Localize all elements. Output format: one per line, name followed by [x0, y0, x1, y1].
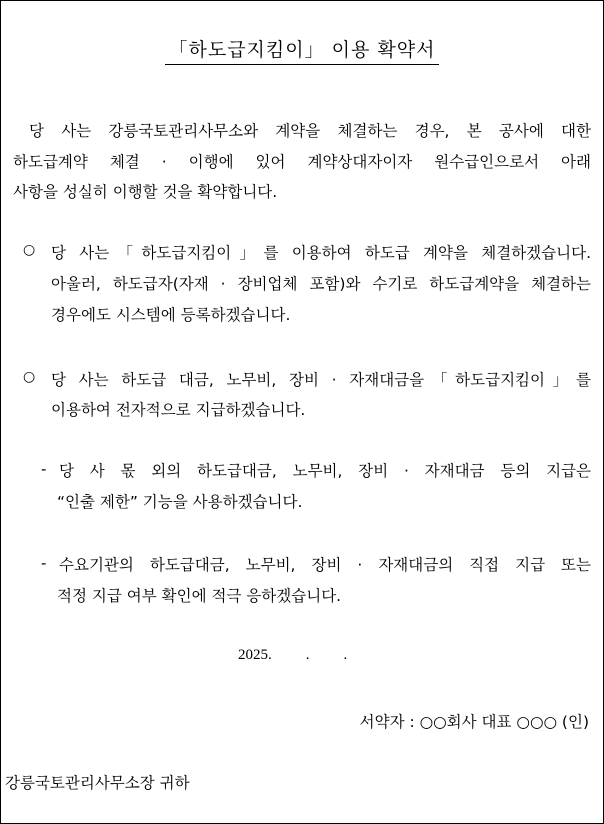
date-line [238, 647, 347, 664]
item-1-line-2: 아울러, 하도급자(자재 · 장비업체 포함)와 수기로 하도급계약을 체결하는 [51, 275, 591, 293]
dash-icon: - [41, 460, 47, 478]
dash-icon: - [41, 554, 47, 572]
intro-line-2: 하도급계약 체결 · 이행에 있어 계약상대자이자 원수급인으로서 아래 [13, 153, 591, 171]
item-1-line-3: 경우에도 시스템에 등록하겠습니다. [51, 306, 291, 324]
recipient-line: 강릉국토관리사무소장 귀하 [5, 774, 190, 792]
signer-line: 서약자 : ○○회사 대표 ○○○ (인) [359, 713, 589, 731]
item-2-line-2: 이용하여 전자적으로 지급하겠습니다. [51, 401, 306, 419]
item-2-line-1: 당 사는 하도급 대금, 노무비, 장비 · 자재대금을「하도급지킴이」를 [51, 371, 591, 389]
document-title: 「하도급지킴이」 이용 확약서 [1, 35, 603, 62]
sub-item-1-line-1: 당 사 몫 외의 하도급대금, 노무비, 장비 · 자재대금 등의 지급은 [59, 462, 591, 480]
intro-line-1: 당 사는 강릉국토관리사무소와 계약을 체결하는 경우, 본 공사에 대한 [29, 122, 591, 140]
sub-item-1-line-2: “인출 제한” 기능을 사용하겠습니다. [57, 493, 303, 511]
bullet-icon: ○ [23, 369, 36, 385]
date-month-dot: . [305, 647, 310, 663]
sub-item-2-line-1: 수요기관의 하도급대금, 노무비, 장비 · 자재대금의 직접 지급 또는 [59, 556, 591, 574]
date-day-dot: . [343, 647, 348, 663]
bullet-icon: ○ [23, 242, 36, 258]
date-year: 2025. [238, 647, 272, 663]
intro-line-3: 사항을 성실히 이행할 것을 확약합니다. [13, 183, 278, 201]
item-1-line-1: 당 사는「하도급지킴이」를 이용하여 하도급 계약을 체결하겠습니다. [51, 244, 591, 262]
sub-item-2-line-2: 적정 지급 여부 확인에 적극 응하겠습니다. [57, 587, 342, 605]
